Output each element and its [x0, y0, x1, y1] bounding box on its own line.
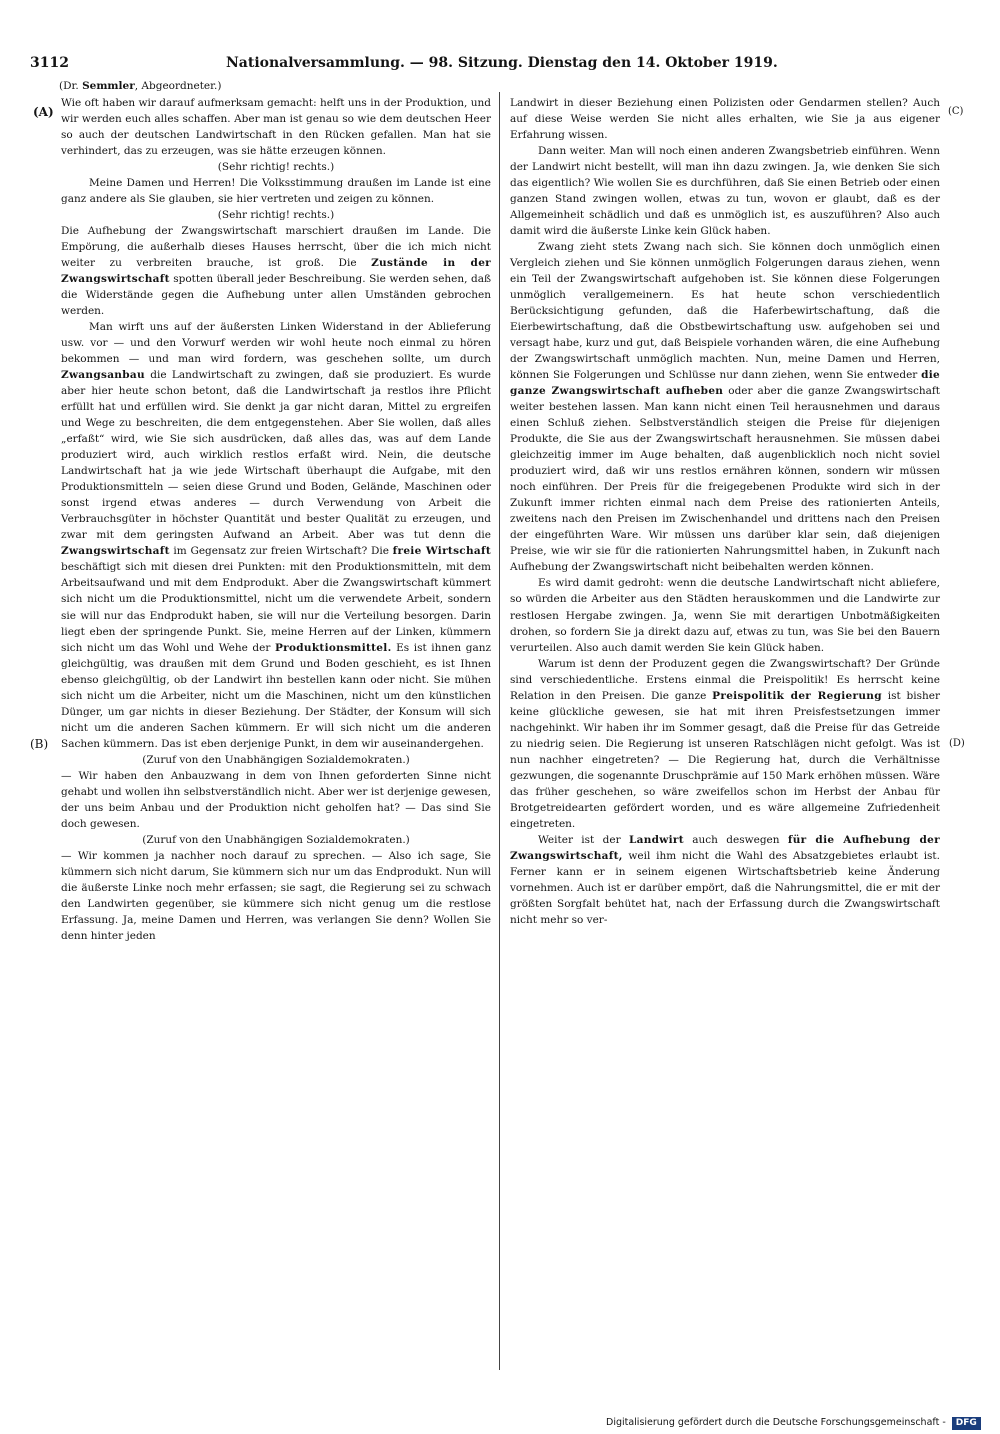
- margin-marker-b: (B): [30, 737, 49, 751]
- emphasis: Landwirt: [628, 833, 684, 846]
- margin-marker-a: (A): [33, 105, 54, 119]
- paragraph: — Wir kommen ja nachher noch darauf zu sprechen. — Also ich sage, Sie kümmern sich nicht darum, Sie kümmern sich nur um das Endprodukt. Nun will die äußerste Linke noch mehr erfassen; sie sagt, die Regierung sei zu schwach den Landwirten gegenüber, sie kümmere sich nicht genug um die restlose Erfassung. Ja, meine Damen und Herren, was verlangen Sie denn? Wollen Sie denn hinter jeden: [61, 849, 491, 942]
- interjection: (Zuruf von den Unabhängigen Sozialdemokraten.): [142, 753, 410, 766]
- speaker-line: [59, 78, 221, 94]
- paragraph: — Wir haben den Anbauzwang in dem von Ihnen geforderten Sinne nicht gehabt und wollen ihn selbstverständlich nicht. Aber wer ist derjenige gewesen, der uns beim Anbau und der Produktion nicht geholfen hat? — Das sind Sie doch gewesen.: [61, 769, 491, 830]
- emphasis: Zustände in der Zwangswirtschaft: [61, 257, 492, 286]
- page-header: [30, 52, 782, 74]
- left-column: [61, 95, 491, 1372]
- paragraph: Weiter ist der Landwirt auch deswegen für die Aufhebung der Zwangswirtschaft, weil ihm nicht die Wahl des Absatzgebietes erlaubt ist. Ferner kann er in seinem eigenen Wirtschaftsbetrieb keine Änderung vornehmen. Auch ist er darüber empört, daß die Nahrungsmittel, die er mit der größten Sorgfalt behütet hat, nach der Erfassung durch die Zwangswirtschaft nicht mehr so ver-: [510, 833, 940, 926]
- column-divider: [499, 92, 500, 1370]
- right-column: [510, 95, 940, 1372]
- running-title: Nationalversammlung. — 98. Sitzung. Dienstag den 14. Oktober 1919.: [226, 55, 778, 71]
- funding-footer: [606, 1415, 996, 1431]
- speaker-role: , Abgeordneter.): [134, 80, 222, 92]
- speaker-name: Semmler: [82, 80, 135, 92]
- paragraph: Wie oft haben wir darauf aufmerksam gemacht: helft uns in der Produktion, und wir werden euch alles schaffen. Aber man ist genau so wie dem deutschen Heer so auch der deutschen Landwirtschaft in den Rücken gefallen. Man hat sie verhindert, das zu erzeugen, was sie hätte erzeugen können.: [61, 97, 491, 158]
- paragraph: Zwang zieht stets Zwang nach sich. Sie können doch unmöglich einen Vergleich ziehen und Sie können unmöglich Folgerungen daraus ziehen, wenn ein Teil der Zwangswirtschaft aufgehoben ist. Sie können diese Folgerungen unmöglich verallgemeinern. Es hat heute schon verschiedentlich Berücksichtigung gefunden, daß die Haferbewirtschaftung, daß die Eierbewirtschaftung, daß die Obstbewirtschaftung usw. aufgehoben sei und versagt habe, kurz und gut, daß Beispiele vorhanden wären, die eine Aufhebung der Zwangswirtschaft unmöglich machten. Nun, meine Damen und Herren, können Sie Folgerungen und Schlüsse nur dann ziehen, wenn Sie entweder die ganze Zwangswirtschaft aufheben oder aber die ganze Zwangswirtschaft weiter bestehen lassen. Man kann nicht einen Teil herausnehmen und daraus einen Schluß ziehen. Selbstverständlich steigen die Preise für diejenigen Produkte, die Sie aus der Zwangswirtschaft herausnehmen. Sie müssen dabei gleichzeitig immer im Auge behalten, daß augenblicklich noch nicht soviel produziert wird, daß wir uns restlos ernähren können, sondern wir müssen noch einführen. Der Preis für die freigegebenen Produkte wird sich in der Zukunft immer richten einmal nach dem Preise des rationierten Anteils, zweitens nach den Preisen im Zwischenhandel und drittens nach den Preisen der eingeführten Ware. Wir müssen uns darüber klar sein, daß diejenigen Preise, wie wir sie für die rationierten Nahrungsmittel haben, in Zukunft nach Aufhebung der Zwangswirtschaft nicht beibehalten werden können.: [510, 241, 940, 574]
- interjection: (Sehr richtig! rechts.): [217, 209, 335, 222]
- emphasis: Preispolitik der Regierung: [712, 689, 882, 702]
- paragraph: Die Aufhebung der Zwangswirtschaft marschiert draußen im Lande. Die Empörung, die außerhalb dieses Hauses herrscht, über die ich mich nicht weiter zu verbreiten brauche, ist groß. Die Zustände in der Zwangswirtschaft spotten überall jeder Beschreibung. Sie werden sehen, daß die Widerstände gegen die Aufhebung unter allen Umständen gebrochen werden.: [61, 225, 492, 318]
- emphasis: für die Aufhebung der Zwangswirtschaft,: [510, 833, 940, 862]
- paragraph: Meine Damen und Herren! Die Volksstimmung draußen im Lande ist eine ganz andere als Sie glauben, sie hier vertreten und zeigen zu können.: [61, 177, 491, 206]
- emphasis: freie Wirtschaft: [392, 545, 491, 558]
- dfg-logo: DFG: [952, 1417, 981, 1430]
- interjection: (Sehr richtig! rechts.): [217, 161, 335, 174]
- speaker-prefix: (Dr.: [59, 80, 83, 92]
- paragraph: Es wird damit gedroht: wenn die deutsche Landwirtschaft nicht abliefere, so würden die Arbeiter aus den Städten herauskommen und die Landwirte zur restlosen Hergabe zwingen. Ja, wenn Sie mit derartigen Unbotmäßigkeiten drohen, so fordern Sie ja direkt dazu auf, etwas zu tun, was Sie bei den Bauern verurteilen. Also auch damit werden Sie kein Glück haben.: [510, 577, 940, 654]
- emphasis: Zwangsanbau: [61, 369, 145, 382]
- margin-marker-d: (D): [949, 738, 965, 749]
- paragraph: Man wirft uns auf der äußersten Linken Widerstand in der Ablieferung usw. vor — und den Vorwurf werden wir wohl heute noch einmal zu hören bekommen — und man wird fordern, was geschehen sollte, um durch Zwangsanbau die Landwirtschaft zu zwingen, daß sie produziert. Es wurde aber hier heute schon betont, daß die Landwirtschaft ja restlos ihre Pflicht erfüllt hat und erfüllen wird. Sie denkt ja gar nicht daran, Mittel zu ergreifen und Wege zu beschreiten, die dem entgegenstehen. Aber Sie wollen, daß alles „erfaßt“ wird, wie Sie sich ausdrücken, daß alles das, was auf dem Lande produziert wird, auch wirklich restlos erfaßt wird. Nein, die deutsche Landwirtschaft hat ja wie jede Wirtschaft überhaupt die Aufgabe, mit den Produktionsmitteln — seien diese Grund und Boden, Gelände, Maschinen oder sonst irgend etwas anderes — durch Verwendung von Arbeit die Verbrauchsgüter in höchster Quantität und bester Qualität zu erzeugen, und zwar mit dem geringsten Aufwand an Arbeit. Aber was tut denn die Zwangswirtschaft im Gegensatz zur freien Wirtschaft? Die freie Wirtschaft beschäftigt sich mit diesen drei Punkten: mit den Produktionsmitteln, mit dem Arbeitsaufwand und mit dem Endprodukt. Aber die Zwangswirtschaft kümmert sich nicht um die Produktionsmittel, nicht um die verwendete Arbeit, sondern sie will nur das Endprodukt haben, sie will nur die Verteilung besorgen. Darin liegt eben der springende Punkt. Sie, meine Herren auf der Linken, kümmern sich nicht um das Wohl und Wehe der Produktionsmittel. Es ist ihnen ganz gleichgültig, was draußen mit dem Grund und Boden geschieht, es ist Ihnen ebenso gleichgültig, ob der Landwirt ihn bestellen kann oder nicht. Sie mühen sich nicht um die Arbeiter, nicht um die Maschinen, nicht um den künstlichen Dünger, um gar nichts in dieser Beziehung. Der Städter, der Konsum will sich nicht um die anderen Sachen kümmern. Er will sich nicht um die anderen Sachen kümmern. Das ist eben derjenige Punkt, in dem wir auseinandergehen.: [61, 321, 491, 750]
- margin-marker-c: (C): [948, 106, 964, 117]
- page-number: 3112: [30, 55, 69, 71]
- footer-text: Digitalisierung gefördert durch die Deutsche Forschungsgemeinschaft -: [606, 1417, 946, 1428]
- paragraph: Warum ist denn der Produzent gegen die Zwangswirtschaft? Der Gründe sind verschiedentliche. Erstens einmal die Preispolitik! Es herrscht keine Relation in den Preisen. Die ganze Preispolitik der Regierung ist bisher keine glückliche gewesen, sie hat mit ihren Preisfestsetzungen immer nachgehinkt. Wir haben ihr im Sommer gesagt, daß die Preise für das Getreide zu niedrig seien. Die Regierung ist unseren Ratschlägen nicht gefolgt. Was ist nun nachher eingetreten? — Die Regierung hat, durch die Verhältnisse gezwungen, die sogenannte Druschprämie auf 150 Mark erhöhen müssen. Wäre das früher geschehen, so wäre zweifellos schon im Herbst der Anbau für Brotgetreidearten gefördert worden, und es wäre allgemeine Zufriedenheit eingetreten.: [510, 657, 941, 830]
- emphasis: Zwangswirtschaft: [61, 545, 170, 558]
- paragraph: Landwirt in dieser Beziehung einen Polizisten oder Gendarmen stellen? Auch auf diese Weise werden Sie nicht alles erhalten, wie Sie ja aus eigener Erfahrung wissen.: [510, 97, 940, 142]
- emphasis: Produktionsmittel.: [274, 641, 392, 654]
- paragraph: Dann weiter. Man will noch einen anderen Zwangsbetrieb einführen. Wenn der Landwirt nicht bestellt, will man ihn dazu zwingen. Ja, wie denken Sie sich das eigentlich? Wie wollen Sie es durchführen, daß Sie einen Betrieb oder einen ganzen Stand zwingen wollen, etwas zu tun, wovon er glaubt, daß es der Allgemeinheit schädlich und daß es unmöglich ist, es auszuführen? Also auch damit wird die äußerste Linke kein Glück haben.: [510, 145, 940, 238]
- interjection: (Zuruf von den Unabhängigen Sozialdemokraten.): [142, 833, 410, 846]
- emphasis: die ganze Zwangswirtschaft aufheben: [510, 369, 940, 398]
